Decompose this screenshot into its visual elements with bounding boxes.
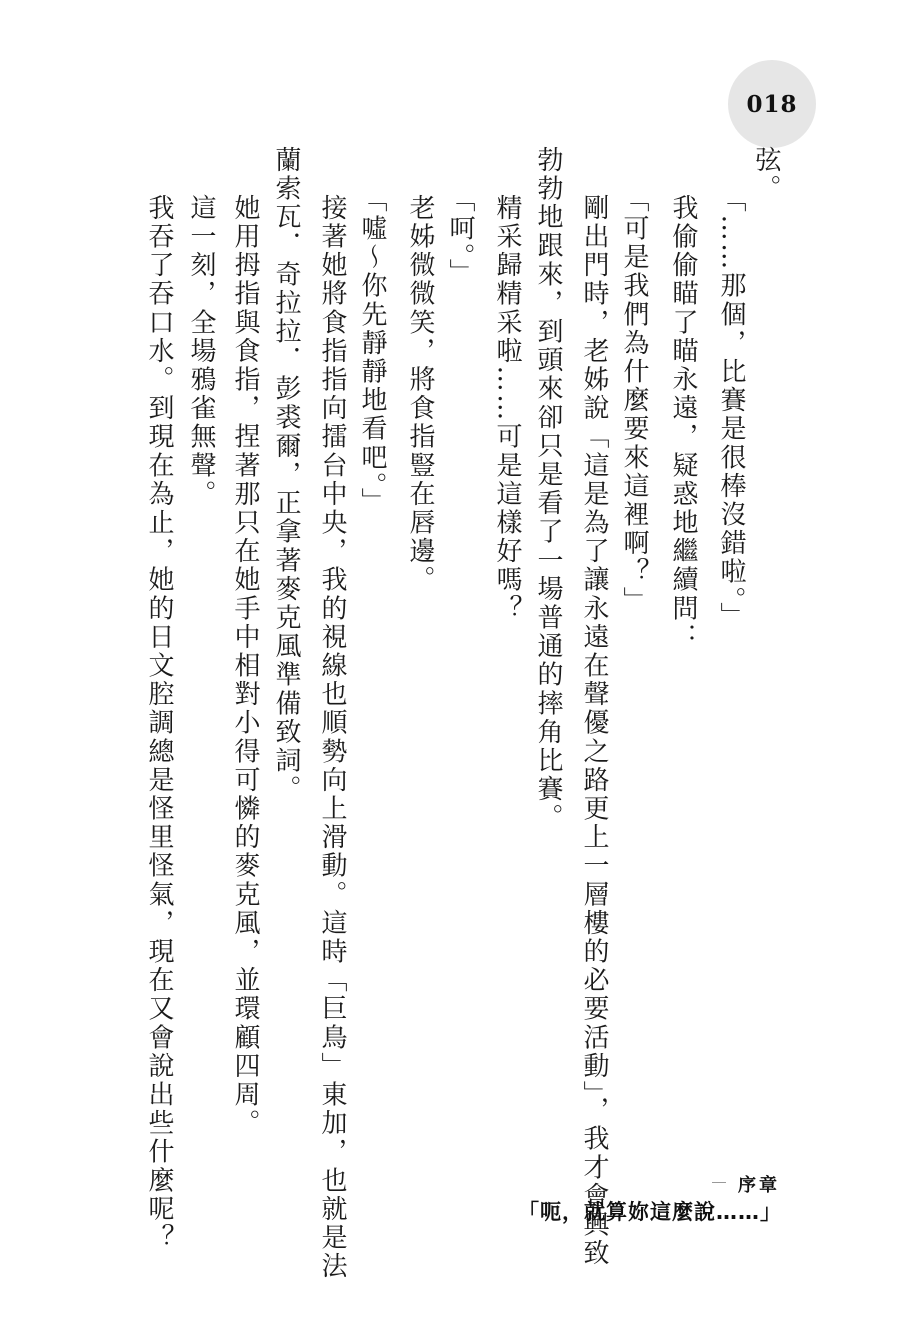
text-column-11: 接著她將食指指向擂台中央，我的視線也順勢向上滑動。這時「巨鳥」東加，也就是法 bbox=[317, 194, 347, 1281]
text-column-1: 弦。 bbox=[751, 146, 781, 204]
text-column-13: 她用拇指與食指，捏著那只在她手中相對小得可憐的麥克風，並環顧四周。 bbox=[230, 194, 260, 1138]
text-column-12: 蘭索瓦．奇拉拉．彭裘爾，正拿著麥克風準備致詞。 bbox=[271, 146, 301, 804]
text-column-6: 勃勃地跟來，到頭來卻只是看了一場普通的摔角比賽。 bbox=[533, 146, 563, 833]
text-column-2: 「……那個，比賽是很棒沒錯啦。」 bbox=[716, 186, 746, 631]
text-column-9: 老姊微微笑，將食指豎在唇邊。 bbox=[405, 194, 435, 595]
chapter-title: 「呃，就算妳這麼說……」 bbox=[518, 1200, 782, 1224]
page-number-badge bbox=[728, 60, 816, 148]
text-column-7: 精采歸精采啦……可是這樣好嗎？ bbox=[492, 194, 522, 623]
text-column-8: 「呵。」 bbox=[445, 186, 475, 288]
chapter-label: 序章 bbox=[738, 1175, 780, 1196]
text-column-4: 「可是我們為什麼要來這裡啊？」 bbox=[619, 186, 649, 615]
text-column-10: 「噓～你先靜靜地看吧。」 bbox=[357, 186, 387, 517]
footer-divider bbox=[712, 1182, 726, 1183]
text-column-14: 這一刻，全場鴉雀無聲。 bbox=[186, 194, 216, 509]
page-number: 018 bbox=[746, 90, 798, 118]
text-column-15: 我吞了吞口水。到現在為止，她的日文腔調總是怪里怪氣，現在又會說出些什麼呢？ bbox=[144, 194, 174, 1253]
text-column-5: 剛出門時，老姊說「這是為了讓永遠在聲優之路更上一層樓的必要活動」，我才會興致 bbox=[579, 194, 609, 1268]
text-column-3: 我偷偷瞄了瞄永遠，疑惑地繼續問： bbox=[668, 194, 698, 652]
